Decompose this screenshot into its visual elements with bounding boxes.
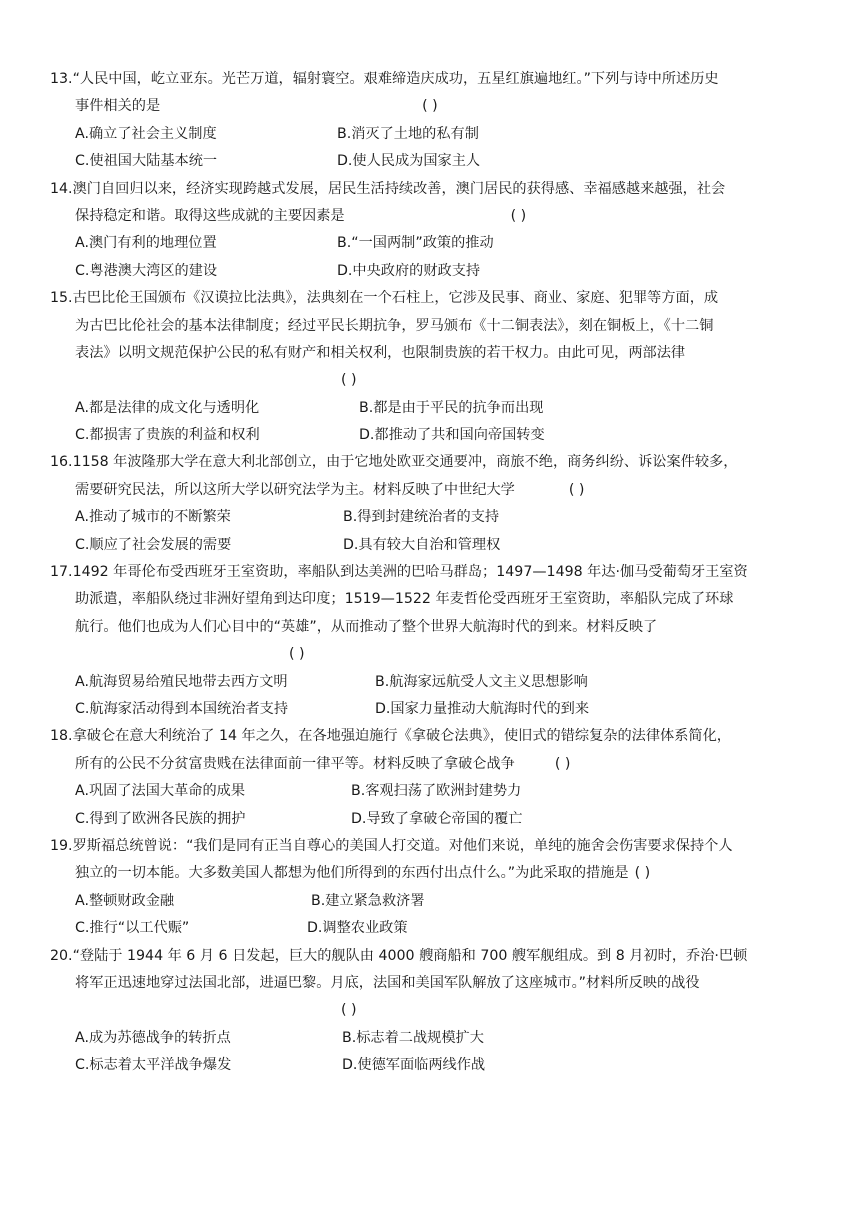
options-row bbox=[50, 148, 812, 175]
option-a: A.都是法律的成文化与透明化 bbox=[75, 399, 260, 416]
option-a: A.推动了城市的不断繁荣 bbox=[75, 509, 231, 526]
option-c: C.粤港澳大湾区的建设 bbox=[75, 262, 218, 279]
question-stem-text: 独立的一切本能。大多数美国人都想为他们所得到的东西付出点什么。”为此采取的措施是 bbox=[75, 865, 629, 882]
answer-paren: ( ) bbox=[634, 865, 651, 882]
exam-page bbox=[50, 66, 812, 1079]
options-row bbox=[50, 230, 812, 257]
question-18 bbox=[50, 723, 812, 833]
option-c: C.标志着太平洋战争爆发 bbox=[75, 1057, 232, 1074]
option-b: B.建立紧急救济署 bbox=[311, 892, 425, 909]
option-a: A.整顿财政金融 bbox=[75, 892, 175, 909]
options-row bbox=[50, 669, 812, 696]
option-d: D.调整农业政策 bbox=[307, 920, 408, 937]
question-stem-line: 16.1158 年波隆那大学在意大利北部创立，由于它地处欧亚交通要冲，商旅不绝，商务纠纷、诉讼案件较多， bbox=[50, 454, 738, 471]
question-19 bbox=[50, 833, 812, 943]
option-d: D.导致了拿破仑帝国的覆亡 bbox=[351, 810, 523, 827]
option-b: B.都是由于平民的抗争而出现 bbox=[359, 399, 544, 416]
question-stem-line: 为古巴比伦社会的基本法律制度；经过平民长期抗争，罗马颁布《十二铜表法》，刻在铜板上，《十二铜 bbox=[75, 317, 714, 334]
question-stem-line bbox=[50, 93, 812, 120]
answer-paren: ( ) bbox=[422, 98, 438, 115]
options-row bbox=[50, 806, 812, 833]
option-c: C.都损害了贵族的利益和权利 bbox=[75, 427, 260, 444]
question-stem-line bbox=[50, 997, 812, 1024]
question-stem-line: 17.1492 年哥伦布受西班牙王室资助，率船队到达美洲的巴哈马群岛；1497—1498 年达·伽马受葡萄牙王室资 bbox=[50, 564, 748, 581]
option-d: D.国家力量推动大航海时代的到来 bbox=[375, 700, 590, 717]
option-c: C.顺应了社会发展的需要 bbox=[75, 536, 232, 553]
answer-paren: ( ) bbox=[341, 1002, 357, 1019]
options-row bbox=[50, 504, 812, 531]
options-row bbox=[50, 121, 812, 148]
question-stem-line bbox=[50, 641, 812, 668]
answer-paren: ( ) bbox=[510, 207, 527, 224]
question-17 bbox=[50, 559, 812, 723]
question-stem-line: 航行。他们也成为人们心目中的“英雄”，从而推动了整个世界大航海时代的到来。材料反映了 bbox=[75, 618, 658, 635]
question-stem-line: 助派遣，率船队绕过非洲好望角到达印度；1519—1522 年麦哲伦受西班牙王室资助，率船队完成了环球 bbox=[75, 591, 734, 608]
question-stem-line bbox=[50, 751, 812, 778]
options-row bbox=[50, 915, 812, 942]
option-a: A.确立了社会主义制度 bbox=[75, 125, 217, 142]
option-a: A.巩固了法国大革命的成果 bbox=[75, 783, 246, 800]
answer-paren: ( ) bbox=[289, 646, 305, 663]
answer-paren: ( ) bbox=[341, 372, 357, 389]
options-row bbox=[50, 888, 812, 915]
option-a: A.航海贸易给殖民地带去西方文明 bbox=[75, 673, 288, 690]
options-row bbox=[50, 1052, 812, 1079]
option-b: B.“一国两制”政策的推动 bbox=[337, 235, 494, 252]
question-stem-line: 20.“登陆于 1944 年 6 月 6 日发起，巨大的舰队由 4000 艘商船和 700 艘军舰组成。到 8 月初时，乔治·巴顿 bbox=[50, 947, 748, 964]
option-d: D.都推动了共和国向帝国转变 bbox=[359, 427, 545, 444]
question-15 bbox=[50, 285, 812, 449]
option-c: C.航海家活动得到本国统治者支持 bbox=[75, 700, 289, 717]
option-b: B.得到封建统治者的支持 bbox=[343, 509, 500, 526]
question-stem-text: 事件相关的是 bbox=[75, 98, 161, 115]
option-b: B.消灭了土地的私有制 bbox=[337, 125, 479, 142]
question-stem-line: 表法》以明文规范保护公民的私有财产和相关权利，也限制贵族的若干权力。由此可见，两部法律 bbox=[75, 344, 686, 361]
question-16 bbox=[50, 449, 812, 559]
question-stem-line: 13.“人民中国，屹立亚东。光芒万道，辐射寰空。艰难缔造庆成功，五星红旗遍地红。”下列与诗中所述历史 bbox=[50, 71, 719, 87]
question-stem-line bbox=[50, 477, 812, 504]
question-stem-line: 19.罗斯福总统曾说：“我们是同有正当自尊心的美国人打交道。对他们来说，单纯的施舍会伤害要求保持个人 bbox=[50, 837, 733, 854]
question-stem-line bbox=[50, 203, 812, 230]
option-a: A.澳门有利的地理位置 bbox=[75, 235, 217, 252]
options-row bbox=[50, 696, 812, 723]
question-stem-line: 将军正迅速地穿过法国北部，进逼巴黎。月底，法国和美国军队解放了这座城市。”材料所反映的战役 bbox=[75, 974, 700, 991]
answer-paren: ( ) bbox=[568, 481, 585, 498]
options-row bbox=[50, 532, 812, 559]
question-stem-line: 18.拿破仑在意大利统治了 14 年之久，在各地强迫施行《拿破仑法典》，使旧式的错综复杂的法律体系简化， bbox=[50, 728, 731, 745]
question-13 bbox=[50, 66, 812, 176]
question-14 bbox=[50, 176, 812, 286]
question-stem-text: 需要研究民法，所以这所大学以研究法学为主。材料反映了中世纪大学 bbox=[75, 481, 515, 498]
option-d: D.使德军面临两线作战 bbox=[342, 1057, 486, 1074]
option-a: A.成为苏德战争的转折点 bbox=[75, 1029, 231, 1046]
option-c: C.得到了欧洲各民族的拥护 bbox=[75, 810, 246, 827]
option-c: C.推行“以工代赈” bbox=[75, 920, 190, 937]
question-stem-text: 所有的公民不分贫富贵贱在法律面前一律平等。材料反映了拿破仑战争 bbox=[75, 755, 515, 772]
option-b: B.航海家远航受人文主义思想影响 bbox=[375, 673, 588, 690]
options-row bbox=[50, 258, 812, 285]
question-stem-line: 14.澳门自回归以来，经济实现跨越式发展，居民生活持续改善，澳门居民的获得感、幸福感越来越强，社会 bbox=[50, 180, 726, 197]
question-20 bbox=[50, 943, 812, 1080]
options-row bbox=[50, 422, 812, 449]
option-d: D.具有较大自治和管理权 bbox=[343, 536, 501, 553]
question-stem-line: 15.古巴比伦王国颁布《汉谟拉比法典》，法典刻在一个石柱上，它涉及民事、商业、家庭、犯罪等方面，成 bbox=[50, 290, 719, 307]
option-b: B.标志着二战规模扩大 bbox=[342, 1029, 484, 1046]
option-d: D.中央政府的财政支持 bbox=[337, 262, 481, 279]
question-stem-line bbox=[50, 367, 812, 394]
question-stem-text: 保持稳定和谐。取得这些成就的主要因素是 bbox=[75, 207, 345, 224]
options-row bbox=[50, 395, 812, 422]
option-c: C.使祖国大陆基本统一 bbox=[75, 153, 218, 170]
answer-paren: ( ) bbox=[554, 755, 571, 772]
option-d: D.使人民成为国家主人 bbox=[337, 153, 481, 170]
option-b: B.客观扫荡了欧洲封建势力 bbox=[351, 783, 522, 800]
question-stem-line bbox=[50, 860, 812, 887]
options-row bbox=[50, 778, 812, 805]
options-row bbox=[50, 1025, 812, 1052]
